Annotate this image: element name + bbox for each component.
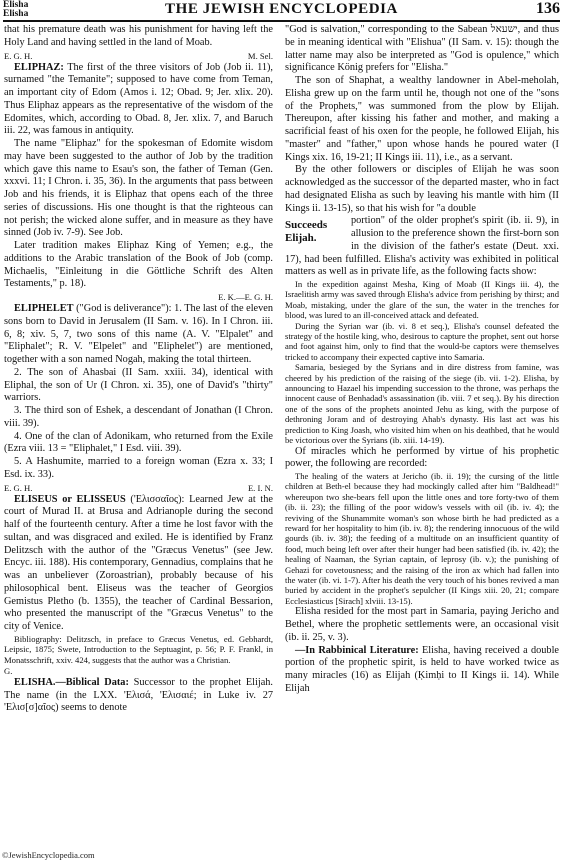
elisha-text-1: Successor to the prophet Elijah. The name (in the LXX. 'Ελισά, 'Ελισαιέ; in Luke iv. 27 'Ελισ[σ]αῖος) seems to denote [4, 676, 273, 714]
rabbinical-text: Elisha, having received a double portion of the prophetic spirit, is held to have worked twice as many miracles (16) as Elijah (Ḳimḥi to II Kings ii. 14). While Elijah [285, 644, 559, 694]
small-paragraph-3: Samaria, besieged by the Syrians and in dire distress from famine, was cheered by his prediction of the raising of the siege (ib. vii. 1-2). Elisha, by announcing to Hazael his impending succession to the throne, was perhaps the innocent cause of Benhadad's assassination (ib. viii. 7 et seq.). By his direction one of the sons of the prophets anointed Jehu as king, with the purpose of dethroning Joram and of destroying Ahab's dynasty. His last act was his prediction to King Joash, who visited him when on his deathbed, that he would be victorious over the Syrians (ib. xiii. 14-19). [285, 362, 559, 446]
elisha-paragraph-4: Of miracles which he performed by virtue of his prophetic power, the following are recorded: [285, 445, 559, 470]
headword-eliphelet: ELIPHELET [14, 303, 74, 314]
signature-text: E. K.—E. G. H. [218, 292, 273, 302]
signature-eliphelet [4, 482, 273, 494]
side-heading-line-2: Elijah. [285, 232, 317, 245]
signature-eliseus [4, 665, 273, 677]
elisha-paragraph-continued: "God is salvation," corresponding to the Sabean ישעאל, and thus be in meaning identical with "Elishua" (II Sam. v. 15): though the latter name may also be interpreted as "God is opulence," which significance König prefers for "Elisha." [285, 24, 559, 74]
elisha-paragraph-2: The son of Shaphat, a wealthy landowner in Abel-meholah, Elisha grew up on the farm until he, though not one of the "sons of the Prophets," was summoned from the plow by Elijah. Thereupon, after kissing his father and mother, and making a sacrificial feast of his oxen for the people, he followed Elijah, his "master" and "father," upon whose hands he poured water (I Kings xix. 16, 19-21; II Kings iii. 11), i.e., as a servant. [285, 75, 559, 163]
signature-left: E. G. H. [4, 482, 33, 493]
eliphelet-paragraph-4: 4. One of the clan of Adonikam, who returned from the Exile (Ezra viii. 13 = "Eliphalet," I Esd. viii. 39). [4, 430, 273, 455]
left-column [4, 24, 273, 715]
subheading-rabbinical: —In Rabbinical Literature: [295, 644, 419, 656]
headword-eliseus: ELISEUS or ELISSEUS [14, 493, 126, 505]
eliseus-text: ('Ελισσαῖος): Learned Jew at the court of Murad II. at Brusa and Adrianople during the second half of the fourteenth century. After a time he lost favor with the sultan, and was disgraced and exiled. He is identified by Franz Delitzsch with the author of the "Græcus Venetus" (see Jew. Encyc. iii. 188). His contemporary, Gennadius, complains that he was an unbeliever (Zoroastrian), probably because of his philosophical bent. Eliseus was the teacher of Georgios Gemistus Pletho (b. 1355), the teacher of Cardinal Bessarion, who presented the manuscript of the "Græcus Venetus" to the city of Venice. [4, 493, 273, 632]
elisha-text-3: By the other followers or disciples of Elijah he was soon acknowledged as the successor of the departed master, who in fact had designated Elisha as such by leaving his mantle with him (II Kings ii. 13-15), so that his wish for "a double [285, 164, 559, 214]
signature-right: E. I. N. [247, 482, 273, 493]
footer-watermark: ©JewishEncyclopedia.com [2, 850, 95, 860]
headword-eliphaz: ELIPHAZ: [14, 61, 64, 73]
page-header [3, 0, 560, 20]
headword-elisha: ELISHA.—Biblical Data: [14, 676, 129, 688]
signature-eliphaz [4, 291, 273, 303]
eliphaz-paragraph-2: The name "Eliphaz" for the spokesman of Edomite wisdom may have been suggested to the author of Job by the tradition which gave this name to Esau's son, the father of Teman (Gen. xxxvi. 11; I Chron. i. 35, 36). In the arguments that pass between Job and his friends, it is Eliphaz that opens each of the three series of discussions. His one thought is that the righteous can not perish; the wicked alone suffer, and in measure as they have sinned (Job iv. 7-9). See Job. [4, 138, 273, 239]
header-left-entry-2: Elisha [3, 9, 29, 19]
header-rule [3, 20, 560, 22]
elisha-paragraph-5: Elisha resided for the most part in Samaria, paying Jericho and Bethel, where the prophetic settlements were, an occasional visit (ib. ii. 25, v. 3). [285, 606, 559, 643]
rabbinical-paragraph [285, 645, 559, 696]
eliphaz-text-1: The first of the three visitors of Job (Job ii. 11), surnamed "the Temanite"; supposed to have come from Teman, an important city of Edom (Amos i. 12; Obad. 9; Jer. xlix. 20). Thus Eliphaz appears as the representative of the wisdom of the Edomites, which, according to Obad. 8, Jer. xlix. 7, and Baruch iii. 22, was famous in antiquity. [4, 61, 273, 137]
eliphelet-paragraph-2: 2. The son of Ahasbai (II Sam. xxiii. 34), identical with Eliphal, the son of Ur (I Chron. xi. 35), one of David's "thirty" warriors. [4, 366, 273, 404]
elisha-paragraph-3-cont: portion" of the older prophet's spirit (ib. ii. 9), in allusion to the preference shown the first-born son in the division of the father's estate (Deut. xxi. 17), had been fulfilled. Elisha's activity was exhibited in political matters as well as in private life, as the following facts show: [285, 215, 559, 278]
eliphelet-paragraph-3: 3. The third son of Eshek, a descendant of Jonathan (I Chron. viii. 39). [4, 405, 273, 429]
eliphelet-text-1: ("God is deliverance"): 1. The last of the eleven sons born to David in Jerusalem (II Sam. v. 16). In I Chron. iii. 6, 8; xiv. 5, 7, two sons of this name (A. V. "Elpalet" and "Eliphalet"; R. V. "Elpelet" and "Eliphelet") are mentioned, together with a son named Nogah, making the total thirteen. [4, 303, 273, 365]
eliphelet-paragraph-5: 5. A Hashumite, married to a foreign woman (Ezra x. 33; I Esd. ix. 33). [4, 456, 273, 480]
eliphaz-paragraph-1 [4, 62, 273, 139]
side-heading-line-1: Succeeds [285, 219, 328, 232]
eliphaz-paragraph-3: Later tradition makes Eliphaz King of Yemen; e.g., the additions to the Arabic translation of the Book of Job (comp. Michaelis, "Einleitung in die Göttliche Schrift des Alten Testaments," p. 18). [4, 240, 273, 290]
eliseus-paragraph [4, 494, 273, 634]
page-number: 136 [536, 0, 560, 17]
small-paragraph-miracles: The healing of the waters at Jericho (ib. ii. 19); the cursing of the little children at Beth-el because they had mockingly called after him "Baldhead!" whereupon two she-bears fell upon the little ones and tore forty-two of them (ib. ii. 23); the filling of the poor widow's vessels with oil (ib. iv. 4); the reviving of the Shunammite woman's son whose birth he had predicted as a reward for her hospitality to him (ib. iv. 8); the rendering innocuous of the wild gourds (ib. iv. 38); the feeding of a multitude on an insufficient quantity of food, much being left over after their hunger had been satisfied (ib. iv. 42); the healing of Naaman, the Syrian captain, of leprosy (ib. v.); the punishing of Gehazi for covetousness; and the raising of the iron ax which had fallen into the water (ib. vi. 1-7). After his death the very touch of his bones revived a man buried by accident in the prophet's sepulcher (II Kings xiii. 20, 21; compare Ecclesiasticus [Sirach] xlviii. 13-15). [285, 471, 559, 606]
signature-text: G. [4, 665, 13, 676]
elisha-paragraph-1 [4, 677, 273, 715]
eliseus-bibliography: Bibliography: Delitzsch, in preface to Græcus Venetus, ed. Gebhardt, Leipsic, 1875; Swete, Introduction to the Septuagint, p. 56; P. F. Frankl, in Monatsschrift, xxiv. 424, suggests that the author was a Christian. [4, 633, 273, 665]
signature-right: M. Sel. [247, 50, 273, 61]
eliphelet-paragraph-1 [4, 303, 273, 367]
header-left-entry: Elisha [3, 0, 29, 10]
signature-intro [4, 50, 273, 62]
signature-left: E. G. H. [4, 50, 33, 61]
header-title: THE JEWISH ENCYCLOPEDIA [164, 1, 398, 17]
side-heading [285, 219, 345, 245]
small-paragraph-2: During the Syrian war (ib. vi. 8 et seq.), Elisha's counsel defeated the strategy of the hostile king, who, desirous to capture the prophet, sent out horse and foot against him, only to find that the would-be captors were themselves tricked to accompany their expected captive into Samaria. [285, 320, 559, 362]
right-column [285, 24, 559, 696]
intro-paragraph: that his premature death was his punishment for having left the Holy Land and having settled in the land of Moab. [4, 24, 273, 48]
small-paragraph-1: In the expedition against Mesha, King of Moab (II Kings iii. 4), the Israelitish army was saved through Elisha's advice from perishing by thirst; and Moab, mistaking, under the glare of the sun, the water in the trenches for blood, was lured to an ill-conceived attack and defeated. [285, 279, 559, 321]
elisha-paragraph-3 [285, 164, 559, 215]
